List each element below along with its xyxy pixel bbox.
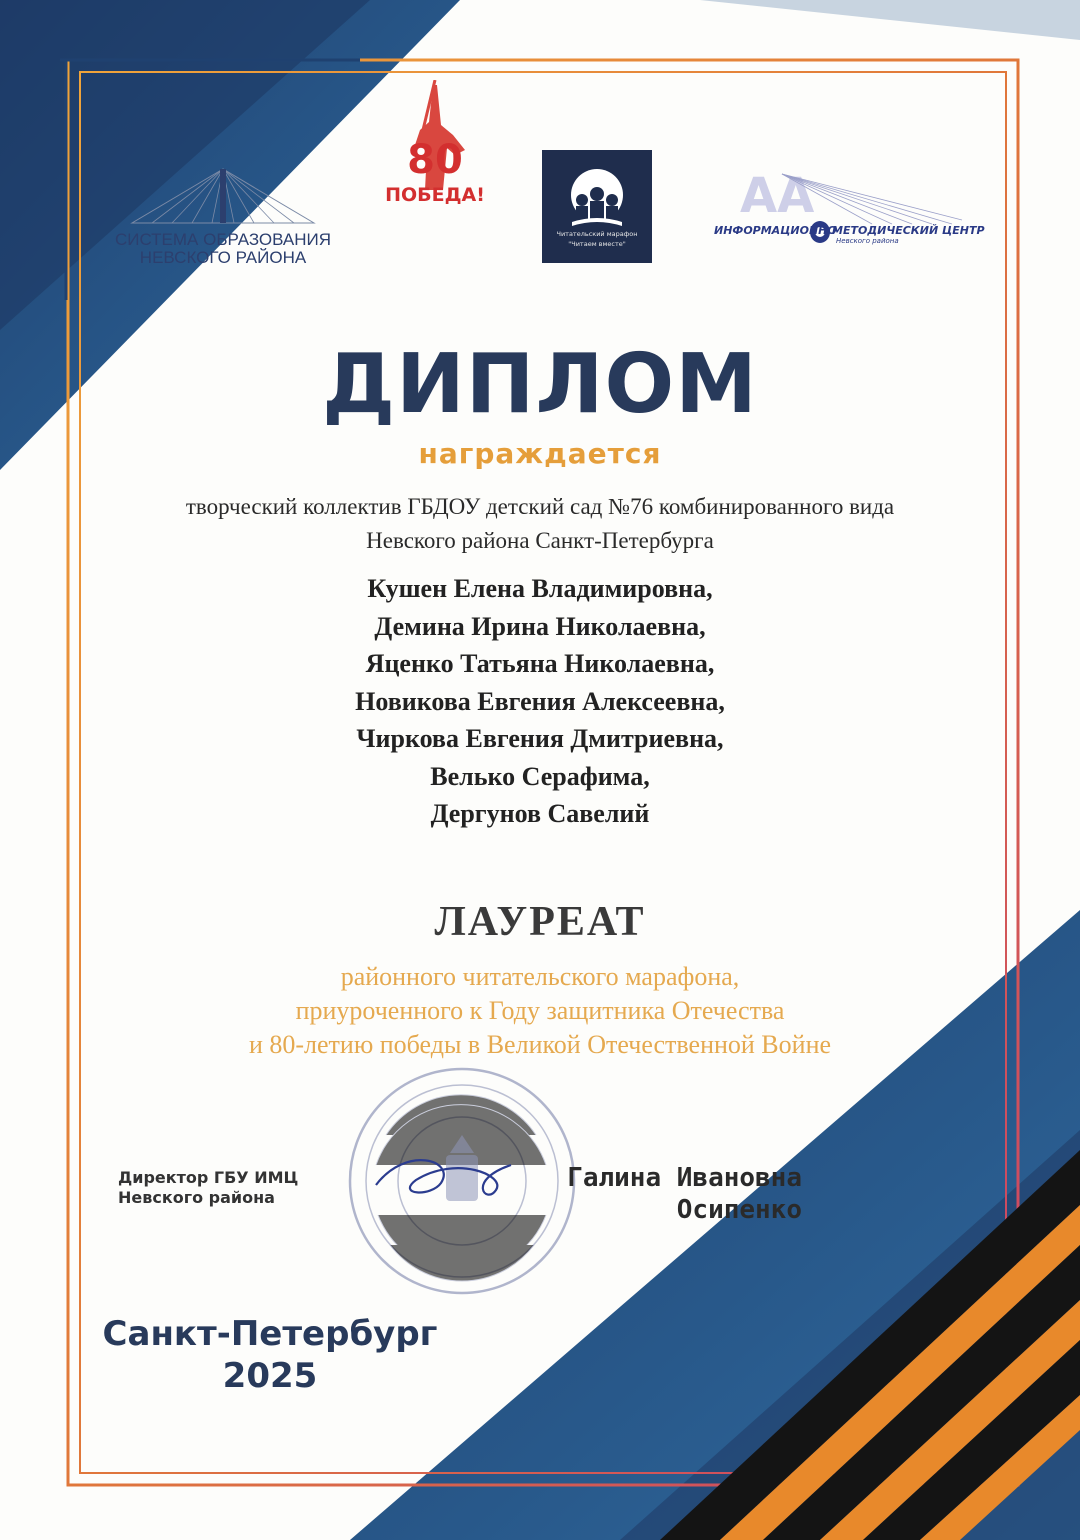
event-line-2: приуроченного к Году защитника Отечества bbox=[295, 996, 785, 1025]
director-line-2: Невского района bbox=[118, 1188, 275, 1207]
director-line-1: Директор ГБУ ИМЦ bbox=[118, 1168, 299, 1187]
name-item: Дергунов Савелий bbox=[430, 799, 650, 828]
logo-marathon-line1: Читательский марафон bbox=[556, 230, 638, 238]
logo-system-education bbox=[112, 165, 334, 267]
logo-reading-marathon bbox=[542, 150, 652, 263]
signer-name bbox=[540, 1162, 802, 1226]
diploma-title: ДИПЛОМ bbox=[322, 337, 758, 432]
blue-corner-top-right bbox=[700, 0, 1080, 40]
logo-marathon-line2: "Читаем вместе" bbox=[568, 240, 626, 248]
logo-system-line2: НЕВСКОГО РАЙОНА bbox=[139, 248, 307, 267]
logo-imc-left: ИНФОРМАЦИОННО bbox=[714, 224, 837, 237]
footer-city-year bbox=[100, 1313, 440, 1397]
awarded-label: награждается bbox=[418, 437, 662, 470]
name-item: Новикова Евгения Алексеевна, bbox=[355, 686, 725, 716]
logo-pobeda-text: ПОБЕДА! bbox=[385, 184, 485, 206]
event-line-1: районного читательского марафона, bbox=[340, 962, 740, 991]
signature-scribble bbox=[376, 1160, 511, 1194]
director-position bbox=[118, 1168, 298, 1208]
name-item: Велько Серафима, bbox=[430, 761, 650, 791]
event-description bbox=[0, 960, 1080, 1062]
recipient-line-2: Невского района Санкт-Петербурга bbox=[366, 528, 714, 553]
bridge-icon bbox=[112, 165, 334, 227]
logo-imc-sub: Невского района bbox=[836, 237, 899, 245]
name-item: Яценко Татьяна Николаевна, bbox=[365, 649, 715, 678]
footer-year: 2025 bbox=[222, 1356, 318, 1396]
footer-city: Санкт-Петербург bbox=[102, 1314, 438, 1354]
event-line-3: и 80-летию победы в Великой Отечественной Войне bbox=[248, 1030, 832, 1059]
recipient-line-1: творческий коллектив ГБДОУ детский сад №76 комбинированного вида bbox=[185, 494, 895, 519]
name-item: Чиркова Евгения Дмитриевна, bbox=[356, 724, 724, 753]
logo-pobeda bbox=[385, 80, 485, 205]
logo-pobeda-number: 80 bbox=[407, 137, 463, 183]
signer-last-name: Осипенко bbox=[676, 1195, 802, 1225]
laureate-status: ЛАУРЕАТ bbox=[434, 899, 646, 945]
name-item: Демина Ирина Николаевна, bbox=[374, 611, 706, 641]
name-item: Кушен Елена Владимировна, bbox=[367, 574, 713, 603]
logo-imc-right: МЕТОДИЧЕСКИЙ ЦЕНТР bbox=[832, 224, 985, 237]
svg-text:AA: AA bbox=[740, 168, 815, 224]
signer-first-name: Галина Ивановна bbox=[567, 1163, 802, 1193]
logo-system-line1: СИСТЕМА ОБРАЗОВАНИЯ bbox=[114, 230, 332, 249]
names-list bbox=[0, 570, 1080, 833]
logo-imc bbox=[712, 162, 985, 252]
